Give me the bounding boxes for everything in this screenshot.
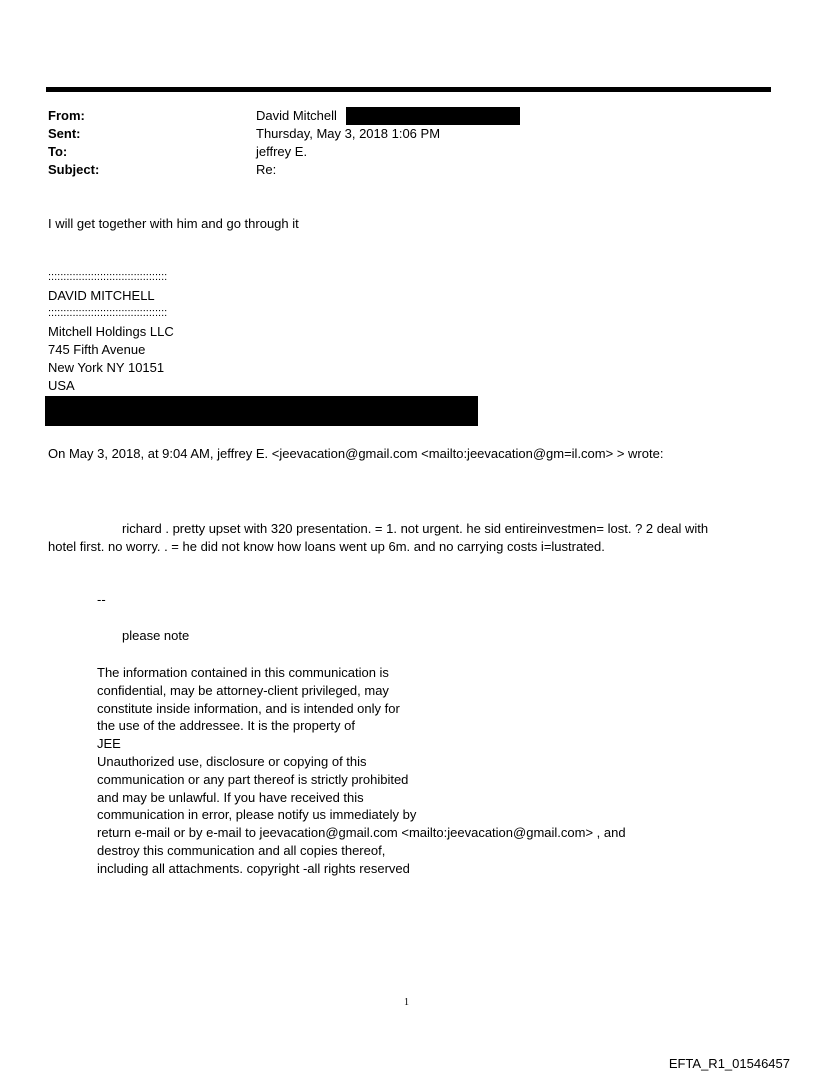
disclaimer-line: The information contained in this communication is — [97, 665, 389, 680]
sent-value: Thursday, May 3, 2018 1:06 PM — [256, 126, 441, 141]
disclaimer-line: including all attachments. copyright -all rights reserved — [97, 861, 410, 876]
document-id: EFTA_R1_01546457 — [668, 1056, 790, 1071]
disclaimer-line: the use of the addressee. It is the property of — [97, 718, 355, 733]
redaction-signature — [45, 396, 478, 426]
from-value: David Mitchell — [256, 108, 337, 123]
signature-company: Mitchell Holdings LLC — [48, 324, 174, 339]
subject-label: Subject: — [48, 162, 100, 177]
signature-address-line1: 745 Fifth Avenue — [48, 342, 146, 357]
disclaimer-line: Unauthorized use, disclosure or copying of this — [97, 754, 367, 769]
quoted-body-line1: richard . pretty upset with 320 presentation. = 1. not urgent. he sid entireinvestmen= lost. ? 2 deal with — [122, 521, 709, 536]
reply-text: I will get together with him and go through it — [48, 216, 299, 231]
disclaimer-line: communication or any part thereof is strictly prohibited — [97, 772, 409, 787]
quoted-body-line2: hotel first. no worry. . = he did not know how loans went up 6m. and no carrying costs i=lustrated. — [48, 539, 605, 554]
quoted-dashes: -- — [97, 592, 106, 607]
disclaimer-line: destroy this communication and all copies thereof, — [97, 843, 386, 858]
signature-separator-top: ::::::::::::::::::::::::::::::::::::::: — [48, 271, 168, 283]
disclaimer-line: communication in error, please notify us immediately by — [97, 807, 417, 822]
to-value: jeffrey E. — [256, 144, 308, 159]
header-rule — [46, 87, 771, 92]
page-number: 1 — [404, 997, 409, 1008]
please-note: please note — [122, 628, 190, 643]
quoted-intro: On May 3, 2018, at 9:04 AM, jeffrey E. <jeevacation@gmail.com <mailto:jeevacation@gm=il.com> > wrote: — [48, 446, 664, 461]
from-label: From: — [48, 108, 85, 123]
signature-separator-bottom: ::::::::::::::::::::::::::::::::::::::: — [48, 307, 168, 319]
to-label: To: — [48, 144, 68, 159]
sent-label: Sent: — [48, 126, 81, 141]
disclaimer-line: and may be unlawful. If you have received this — [97, 790, 364, 805]
signature-address-line2: New York NY 10151 — [48, 360, 165, 375]
subject-value: Re: — [256, 162, 277, 177]
disclaimer-line: JEE — [97, 736, 121, 751]
disclaimer-line: confidential, may be attorney-client privileged, may — [97, 683, 389, 698]
signature-country: USA — [48, 378, 75, 393]
disclaimer-line: return e-mail or by e-mail to jeevacation@gmail.com <mailto:jeevacation@gmail.com> , and — [97, 825, 626, 840]
disclaimer-line: constitute inside information, and is intended only for — [97, 701, 400, 716]
signature-name: DAVID MITCHELL — [48, 288, 155, 303]
redaction-from-email — [346, 107, 520, 125]
